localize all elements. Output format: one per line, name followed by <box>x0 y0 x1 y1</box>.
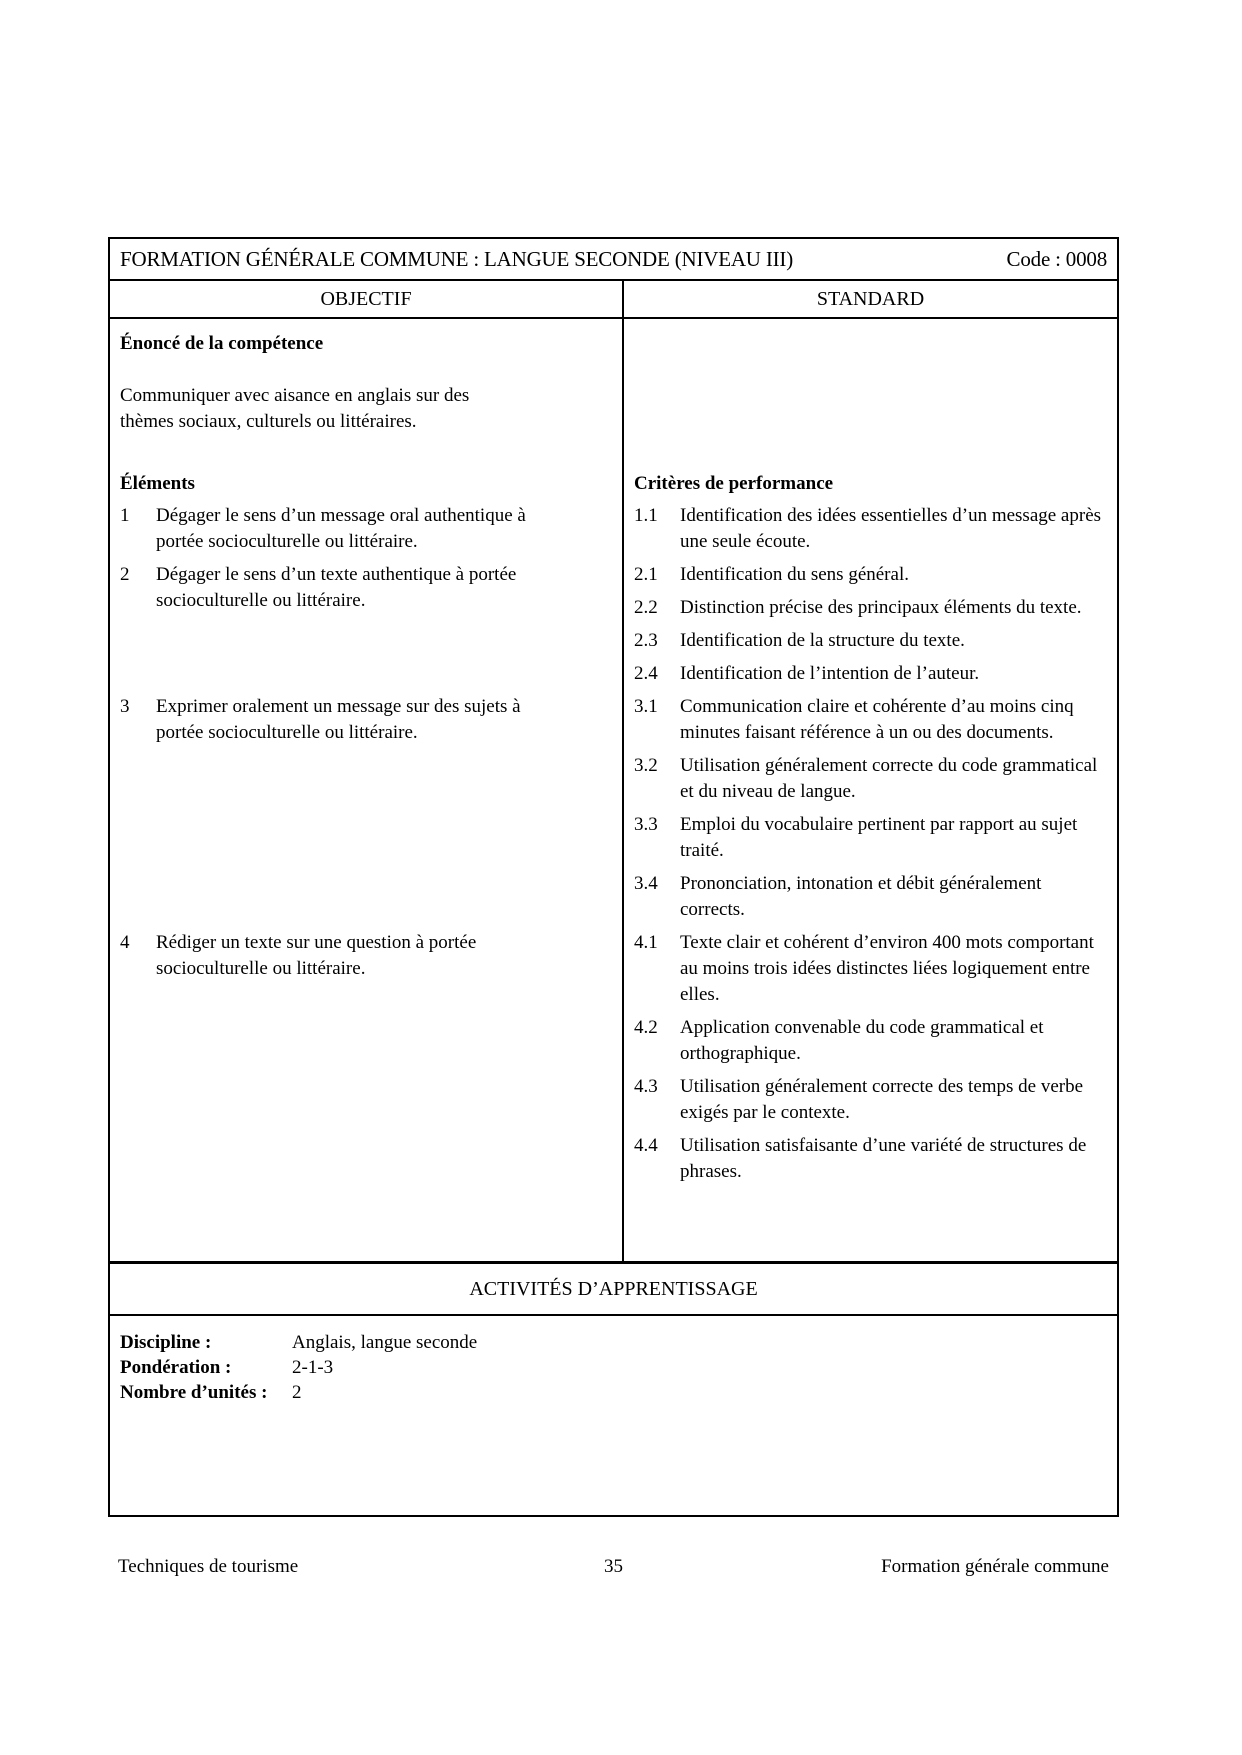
page-title: FORMATION GÉNÉRALE COMMUNE : LANGUE SECONDE (NIVEAU III) <box>120 246 793 271</box>
competence-statement-row <box>110 319 1117 435</box>
footer-page-number: 35 <box>604 1556 623 1577</box>
competency-group-2 <box>110 562 1117 694</box>
footer-program: Techniques de tourisme <box>118 1556 299 1577</box>
criterion-item: 4.2 Application convenable du code grammatical et orthographique. <box>634 1017 1044 1064</box>
criterion-item: 2.1 Identification du sens général. <box>634 564 909 585</box>
criterion-item: 2.2 Distinction précise des principaux éléments du texte. <box>634 597 1082 618</box>
discipline-field <box>120 1330 1107 1355</box>
criterion-item: 2.3 Identification de la structure du texte. <box>634 630 965 651</box>
unites-field <box>120 1380 1107 1405</box>
table-body <box>110 319 1117 1261</box>
elements-heading: Éléments <box>120 473 195 494</box>
code-label: Code : 0008 <box>1006 246 1107 271</box>
unites-value: 2 <box>292 1382 302 1403</box>
footer-section: Formation générale commune <box>881 1556 1109 1577</box>
criterion-item: 4.4 Utilisation satisfaisante d’une variété de structures de phrases. <box>634 1135 1087 1182</box>
criterion-item: 2.4 Identification de l’intention de l’auteur. <box>634 663 980 684</box>
table-title-row <box>110 239 1117 281</box>
criterion-item: 3.3 Emploi du vocabulaire pertinent par rapport au sujet traité. <box>634 814 1078 861</box>
section-headings-row <box>110 435 1117 503</box>
column-header-standard: STANDARD <box>816 287 925 310</box>
element-item: 4 Rédiger un texte sur une question à portée socioculturelle ou littéraire. <box>120 932 477 979</box>
element-item: 3 Exprimer oralement un message sur des sujets à portée socioculturelle ou littéraire. <box>120 696 521 743</box>
enonce-text: Communiquer avec aisance en anglais sur des thèmes sociaux, culturels ou littéraires. <box>120 385 470 432</box>
element-item: 2 Dégager le sens d’un texte authentique à portée socioculturelle ou littéraire. <box>120 564 517 611</box>
activities-details <box>110 1316 1117 1515</box>
column-header-objectif: OBJECTIF <box>110 281 624 317</box>
unites-label: Nombre d’unités : <box>120 1382 268 1403</box>
activites-heading: ACTIVITÉS D’APPRENTISSAGE <box>469 1277 758 1300</box>
criteres-heading: Critères de performance <box>634 473 834 494</box>
criterion-item: 3.1 Communication claire et cohérente d’au moins cinq minutes faisant référence à un ou des documents. <box>634 696 1074 743</box>
page-footer <box>108 1556 1119 1578</box>
element-item: 1 Dégager le sens d’un message oral authentique à portée socioculturelle ou littéraire. <box>120 505 526 552</box>
competency-group-1 <box>110 503 1117 562</box>
ponderation-label: Pondération : <box>120 1357 232 1378</box>
ponderation-value: 2-1-3 <box>292 1357 334 1378</box>
criterion-item: 3.4 Prononciation, intonation et débit généralement corrects. <box>634 873 1042 920</box>
criterion-item: 4.3 Utilisation généralement correcte des temps de verbe exigés par le contexte. <box>634 1076 1084 1123</box>
criterion-item: 4.1 Texte clair et cohérent d’environ 400 mots comportant au moins trois idées distinctes liées logiquement entre elles. <box>634 932 1094 1005</box>
competency-group-4 <box>110 930 1117 1261</box>
competency-group-3 <box>110 694 1117 930</box>
ponderation-field <box>120 1355 1107 1380</box>
column-headers <box>110 281 1117 319</box>
criterion-item: 3.2 Utilisation généralement correcte du code grammatical et du niveau de langue. <box>634 755 1098 802</box>
enonce-heading: Énoncé de la compétence <box>120 333 324 354</box>
discipline-label: Discipline : <box>120 1332 212 1353</box>
criterion-item: 1.1 Identification des idées essentielles d’un message après une seule écoute. <box>634 505 1102 552</box>
competency-table <box>108 237 1119 1517</box>
discipline-value: Anglais, langue seconde <box>292 1332 478 1353</box>
activites-heading-row <box>110 1261 1117 1316</box>
